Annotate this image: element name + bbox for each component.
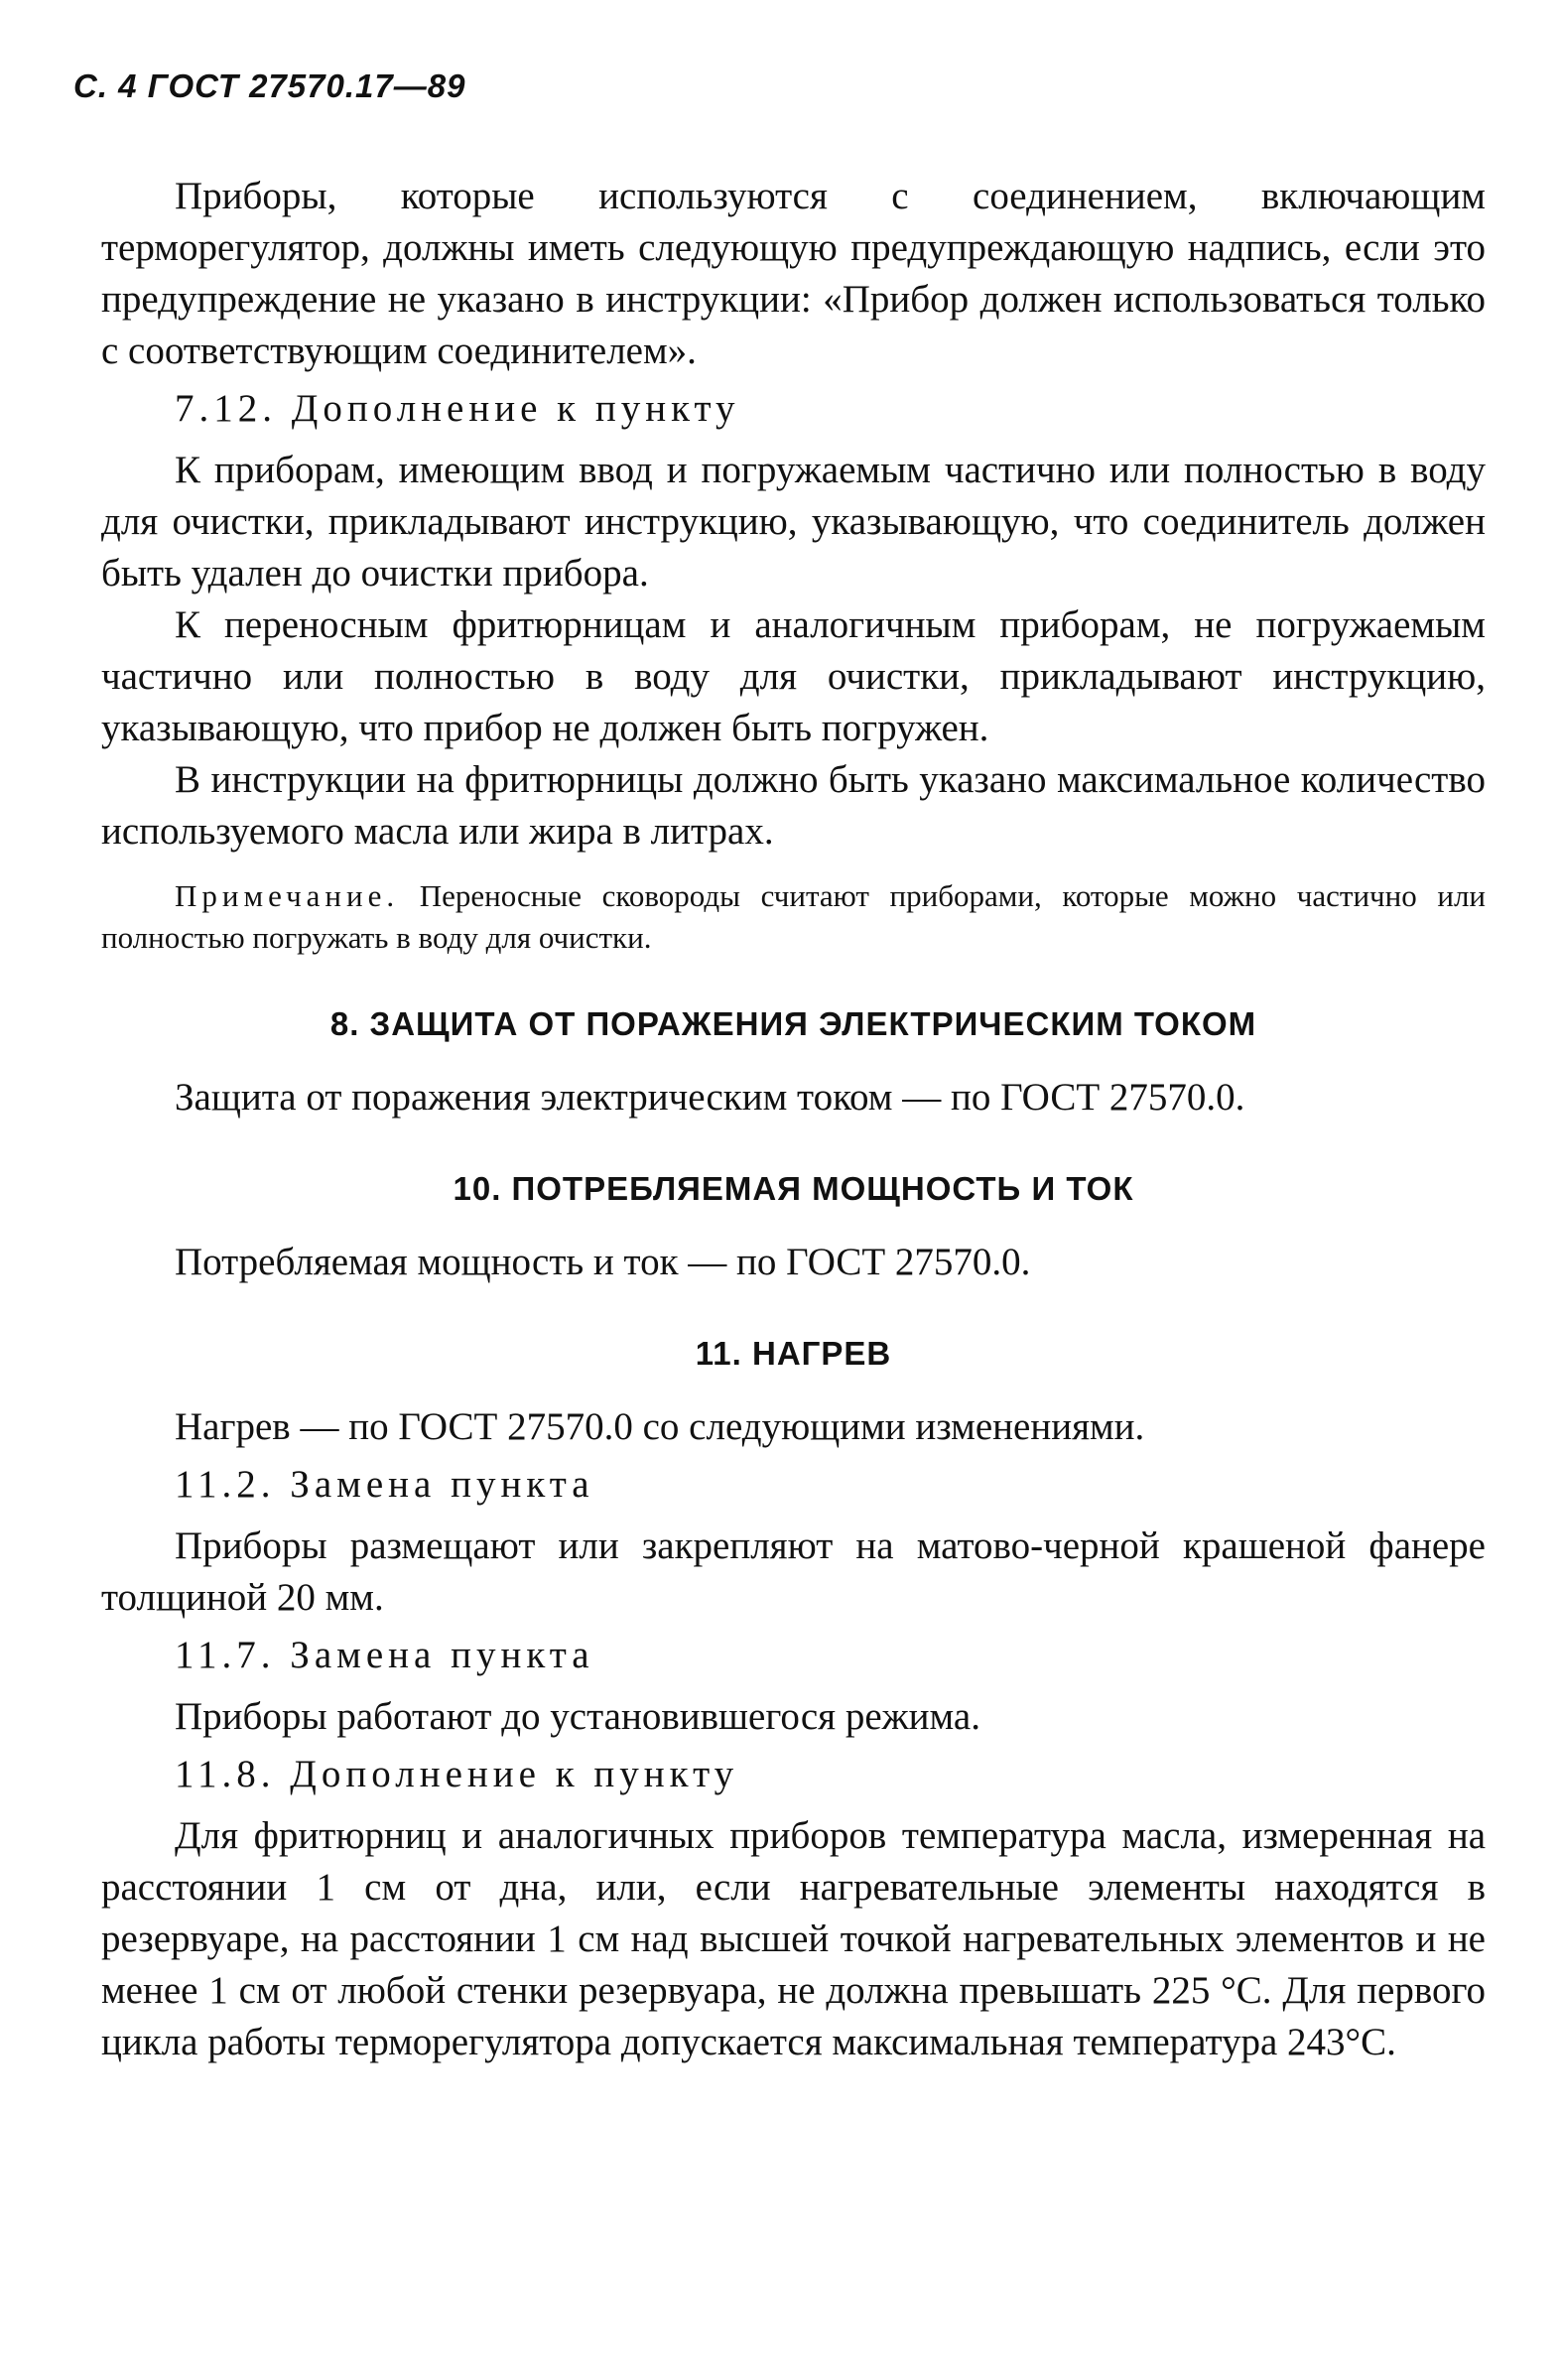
paragraph-11-7: Приборы работают до установившегося режима.: [175, 1695, 980, 1738]
paragraph-11-8: Для фритюрниц и аналогичных приборов температура масла, измеренная на расстоянии 1 см от дна, или, если нагревательные элементы находятся в резервуаре, на расстоянии 1 см над высшей точкой нагревательных элементов и не менее 1 см от любой стенки резервуара, не должна превышать 225 °С. Для первого цикла работы терморегулятора допускается максимальная температура 243°С.: [101, 1814, 1486, 2063]
section-8-text: Защита от поражения электрическим током — по ГОСТ 27570.0.: [175, 1076, 1245, 1119]
paragraph-11-2: Приборы размещают или закрепляют на матово-черной крашеной фанере толщиной 20 мм.: [101, 1524, 1486, 1619]
section-10-title: 10. ПОТРЕБЛЯЕМАЯ МОЩНОСТЬ И ТОК: [453, 1170, 1134, 1207]
clause-11-7: 11.7. Замена пункта: [175, 1634, 594, 1676]
paragraph-thermostat-warning: Приборы, которые используются с соединением, включающим терморегулятор, должны иметь следующую предупреждающую надпись, если это предупреждение не указано в инструкции: «Прибор должен использоваться только с соответствующим соединителем».: [101, 175, 1486, 372]
page-header: С. 4 ГОСТ 27570.17—89: [73, 67, 466, 104]
paragraph-connector-removal: К приборам, имеющим ввод и погружаемым частично или полностью в воду для очистки, прикладывают инструкцию, указывающую, что соединитель должен быть удален до очистки прибора.: [101, 449, 1486, 595]
note-text: Переносные сковороды считают приборами, которые можно частично или полностью погружать в воду для очистки.: [101, 878, 1486, 955]
clause-11-8: 11.8. Дополнение к пункту: [175, 1753, 739, 1795]
section-11-text: Нагрев — по ГОСТ 27570.0 со следующими изменениями.: [175, 1405, 1145, 1448]
note: [101, 875, 1486, 959]
paragraph-portable-fryers: К переносным фритюрницам и аналогичным приборам, не погружаемым частично или полностью в воду для очистки, прикладывают инструкцию, указывающую, что прибор не должен быть погружен.: [101, 603, 1486, 749]
section-11-title: 11. НАГРЕВ: [695, 1335, 892, 1372]
clause-7-12: 7.12. Дополнение к пункту: [175, 387, 740, 430]
note-label: Примечание.: [175, 878, 400, 913]
paragraph-oil-quantity: В инструкции на фритюрницы должно быть указано максимальное количество используемого масла или жира в литрах.: [101, 758, 1486, 853]
section-10-text: Потребляемая мощность и ток — по ГОСТ 27570.0.: [175, 1241, 1031, 1283]
document-content: [101, 171, 1486, 2068]
section-8-title: 8. ЗАЩИТА ОТ ПОРАЖЕНИЯ ЭЛЕКТРИЧЕСКИМ ТОКОМ: [329, 1005, 1257, 1042]
clause-11-2: 11.2. Замена пункта: [175, 1463, 594, 1506]
